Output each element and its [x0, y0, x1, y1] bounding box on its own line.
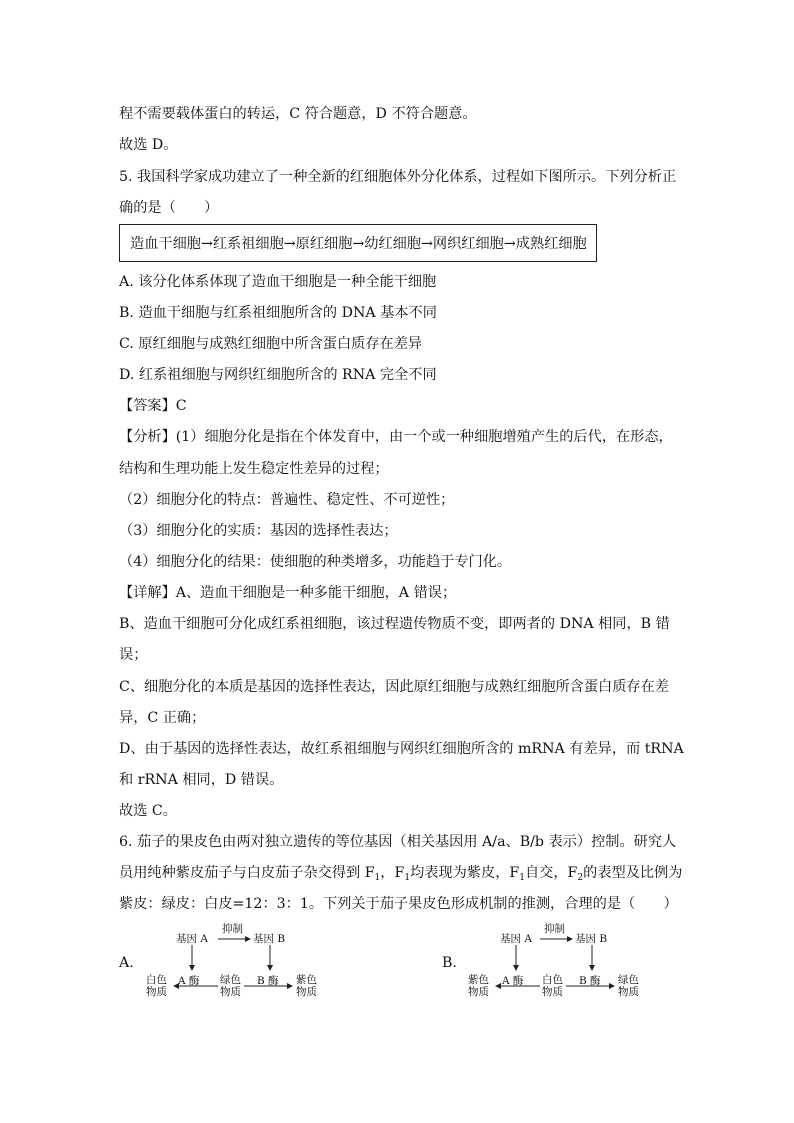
- text-run: 自交，F: [524, 865, 578, 881]
- question-6-stem: 6. 茄子的果皮色由两对独立遗传的等位基因（相关基因用 A/a、B/b 表示）控制。研究人: [119, 834, 677, 850]
- answer: 【答案】C: [119, 398, 187, 414]
- gene-b-label: 基因 B: [575, 933, 608, 945]
- substance-3-line1: 紫色: [296, 974, 317, 986]
- differentiation-flow-box: [119, 224, 597, 262]
- option-a: A. 该分化体系体现了造血干细胞是一种全能干细胞: [119, 274, 437, 290]
- enzyme-a-label: A 酶: [502, 975, 524, 987]
- gene-b-label: 基因 B: [253, 933, 286, 945]
- subscript: 2: [577, 873, 584, 883]
- inhibit-label: 抑制: [222, 923, 243, 935]
- substance-2-line1: 白色: [542, 974, 563, 986]
- analysis-cont: 结构和生理功能上发生稳定性差异的过程；: [119, 461, 389, 477]
- substance-2-line2: 物质: [542, 986, 563, 998]
- conclusion: 故选 C。: [119, 803, 177, 819]
- question-5-stem: 5. 我国科学家成功建立了一种全新的红细胞体外分化体系，过程如下图所示。下列分析正: [119, 169, 677, 185]
- question-6-stem-line2: [119, 863, 682, 888]
- detail-c: C、细胞分化的本质是基因的选择性表达，因此原红细胞与成熟红细胞所含蛋白质存在差: [119, 679, 669, 695]
- detail-c-cont: 异，C 正确；: [119, 710, 206, 726]
- detail-d: D、由于基因的选择性表达，故红系祖细胞与网织红细胞所含的 mRNA 有差异，而 tRNA: [119, 741, 684, 757]
- question-6-stem-line3: 紫皮：绿皮：白皮=12：3：1。下列关于茄子果皮色形成机制的推测，合理的是（ ）: [119, 896, 678, 912]
- enzyme-a-label: A 酶: [178, 975, 200, 987]
- substance-3-line2: 物质: [296, 986, 317, 998]
- inhibit-label: 抑制: [544, 923, 565, 935]
- analysis-point-3: （3）细胞分化的实质：基因的选择性表达；: [119, 523, 398, 539]
- text-line: 故选 D。: [119, 137, 178, 153]
- gene-a-label: 基因 A: [176, 933, 208, 945]
- option-c: C. 原红细胞与成熟红细胞中所含蛋白质存在差异: [119, 336, 423, 352]
- text-run: 均表现为紫皮，F: [410, 865, 520, 881]
- substance-3-line2: 物质: [618, 986, 639, 998]
- subscript: 1: [519, 873, 525, 883]
- text-line: 程不需要载体蛋白的转运，C 符合题意，D 不符合题意。: [119, 106, 477, 122]
- option-b: B. 造血干细胞与红系祖细胞所含的 DNA 基本不同: [119, 305, 437, 321]
- text-run: 的表型及比例为: [583, 865, 683, 881]
- analysis: 【分析】(1）细胞分化是指在个体发育中，由一个或一种细胞增殖产生的后代，在形态，: [119, 429, 673, 445]
- substance-3-line1: 绿色: [618, 974, 639, 986]
- option-d: D. 红系祖细胞与网织红细胞所含的 RNA 完全不同: [119, 367, 437, 383]
- substance-2-line2: 物质: [220, 986, 241, 998]
- enzyme-b-label: B 酶: [257, 975, 279, 987]
- detail-b: B、造血干细胞可分化成红系祖细胞，该过程遗传物质不变，即两者的 DNA 相同，B 错: [119, 616, 670, 632]
- subscript: 1: [404, 873, 411, 883]
- analysis-point-2: （2）细胞分化的特点：普遍性、稳定性、不可逆性；: [119, 492, 455, 508]
- substance-2-line1: 绿色: [220, 974, 241, 986]
- flow-text: 造血干细胞→红系祖细胞→原红细胞→幼红细胞→网织红细胞→成熟红细胞: [130, 236, 587, 252]
- substance-1-line1: 紫色: [468, 974, 489, 986]
- gene-a-label: 基因 A: [500, 933, 532, 945]
- option-b-diagram: [462, 920, 662, 1000]
- text-run: 员用纯种紫皮茄子与白皮茄子杂交得到 F: [119, 865, 375, 881]
- substance-1-line2: 物质: [468, 986, 489, 998]
- option-a-label: A.: [119, 955, 134, 971]
- substance-1-line1: 白色: [146, 974, 167, 986]
- detail-a: 【详解】A、造血干细胞是一种多能干细胞，A 错误；: [119, 585, 457, 601]
- enzyme-b-label: B 酶: [579, 975, 601, 987]
- detail-d-cont: 和 rRNA 相同，D 错误。: [119, 772, 284, 788]
- analysis-point-4: （4）细胞分化的结果：使细胞的种类增多，功能趋于专门化。: [119, 554, 512, 570]
- detail-b-cont: 误；: [119, 647, 148, 663]
- option-a-diagram: [140, 920, 340, 1000]
- substance-1-line2: 物质: [146, 986, 167, 998]
- option-b-label: B.: [442, 955, 457, 971]
- question-5-stem-cont: 确的是（ ）: [119, 200, 219, 216]
- subscript: 1: [374, 873, 381, 883]
- text-run: ，F: [380, 865, 405, 881]
